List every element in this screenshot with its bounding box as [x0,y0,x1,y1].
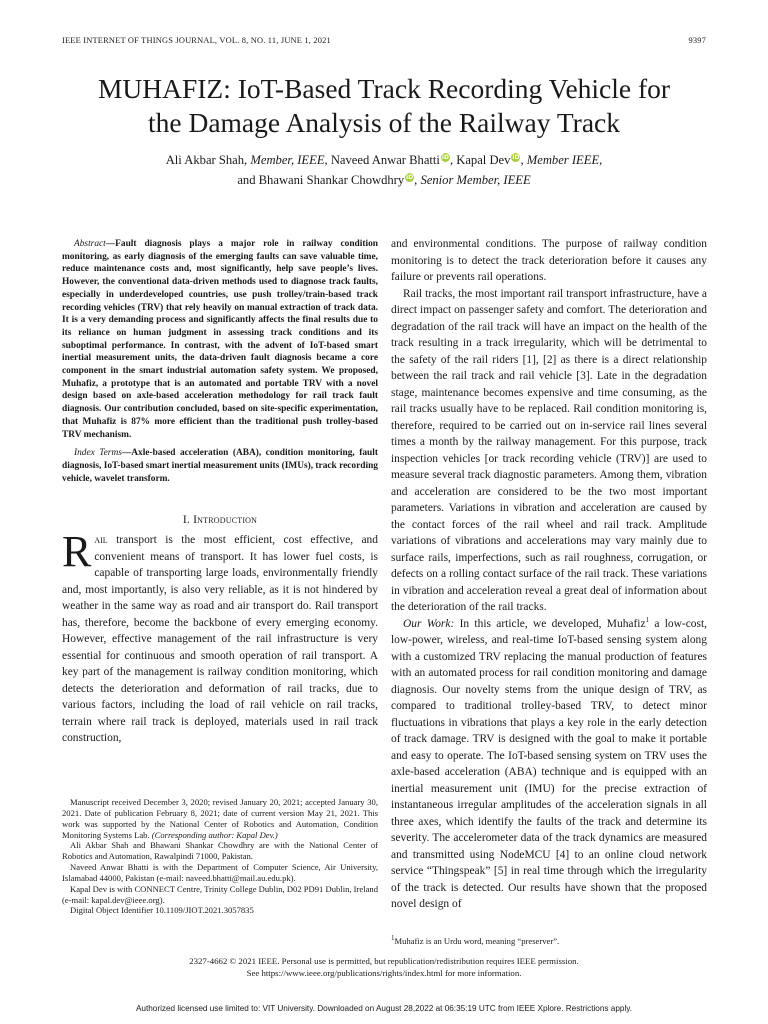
our-work-paragraph [391,616,707,913]
page-number: 9397 [688,36,706,45]
copyright-notice [0,955,768,979]
drop-cap-rest: ail [94,534,108,547]
orcid-icon[interactable]: iD [406,174,414,181]
intro-text: transport is the most efficient, cost effective, and convenient means of transport. It has lower fuel costs, is capable of transporting large loads, environmentally friendly and, most importantly, is also very reliable, as it is not hindered by weather in the same way as road and air transport do. Rail transport has, therefore, become the backbone of every emerging economy. However, effective management of the rail infrastructure is very essential for continuous and smooth operation of rail transport. A key part of the management is railway condition monitoring, which detects the deterioration and deformation of rail tracks, due to various factors, including the load of rail vehicle on rail tracks, terrain where rail track is deployed, materials used in rail track construction, [62,534,378,745]
journal-citation: IEEE INTERNET OF THINGS JOURNAL, VOL. 8, NO. 11, JUNE 1, 2021 [62,36,331,45]
drop-cap: R [62,527,92,577]
abstract-text: Fault diagnosis plays a major role in railway condition monitoring, as early diagnosis of the emerging faults can save valuable time, reduce maintenance costs and, most significantly, help save people’s lives. However, the conventional data-driven methods used to diagnose track faults, especially in underdeveloped countries, use push trolley/train-based track recording vehicles (TRV) that rely heavily on manual extraction of track data. It is a very demanding process and significantly affects the final results due to its reliance on human judgment in assessing track conditions and its suboptimal performance. In contrast, with the advent of IoT-based smart inertial measurement units, the data-driven fault diagnosis became a core component in the smart industrial automation safety system. We proposed, Muhafiz, a prototype that is an automated and portable TRV with a novel design based on axle-based acceleration methodology for rail track fault diagnosis. Our contribution concluded, based on site-specific experimentation, that Muhafiz is 87% more efficient than the traditional push trolley-based TRV mechanism. [62,239,378,440]
author-separator: , [520,153,524,167]
affiliation-note: Ali Akbar Shah and Bhawani Shankar Chowdhry are with the National Center of Robotics and Automation, Rawalpindi 71000, Pakistan. [62,840,378,862]
orcid-icon[interactable]: iD [441,154,449,161]
copyright-line: 2327-4662 © 2021 IEEE. Personal use is permitted, but republication/redistribution requires IEEE permission. [189,956,579,966]
index-terms-text: Axle-based acceleration (ABA), condition monitoring, fault diagnosis, IoT-based smart inertial measurement units (IMUs), track recording vehicle, wavelet transform. [62,448,378,484]
abstract [62,238,378,441]
author-2-name: , Naveed Anwar Bhatti [324,153,440,167]
body-paragraph: Rail tracks, the most important rail transport infrastructure, have a direct impact on passenger safety and comfort. The deterioration and degradation of the rail track will have an impact on the health of the track resulting in a track irregularity, which will be detrimental to the safety of the rail riders [1], [2] as there is a direct relationship between the rail track and rail vehicle [3]. Late in the degradation stage, maintenance becomes expensive and time consuming, as the rail tracks usually have to be replaced. Rail condition monitoring is, therefore, required to be carried out on in-service rail lines several times a month by the railway management. For this purpose, track inspection vehicles [or track recording vehicle (TRV)] are used to measure several track diagnostic parameters. Among them, vibration and acceleration are considered to be the two most important parameters. Variations in vibration and acceleration are caused by the contact forces of the rail wheel and rail track. Amplitude variations of vibrations and accelerations may vary mainly due to surface rails, imperfections, such as rail roughness, corrugation, or defects on a rolling contact surface of the rail track. These variations in vibration and acceleration reveal a great deal of information about the deterioration of the rail tracks. [391,287,707,613]
affiliation-note: Naveed Anwar Bhatti is with the Department of Computer Science, Air University, Islamabad 44000, Pakistan (e-mail: naveed.bhatti@mail.au.edu.pk). [62,862,378,883]
title-line-1: MUHAFIZ: IoT-Based Track Recording Vehicle for [97,73,671,104]
abstract-label: Abstract [74,239,106,249]
author-3-role: Member IEEE [526,153,600,167]
right-column [391,236,707,913]
doi-line: Digital Object Identifier 10.1109/JIOT.2021.3057835 [70,905,254,916]
section-heading: I. Introduction [182,513,258,527]
muhafiz-footnote [391,936,707,947]
abstract-dash: — [105,239,116,249]
permissions-line: See https://www.ieee.org/publications/rights/index.html for more information. [246,968,522,978]
our-work-text: a low-cost, low-power, wireless, and real-time IoT-based sensing system along with a customized TRV replacing the manual production of features with an automated process for rail condition monitoring and damage diagnosis. Our novelty stems from the unique design of TRV, as compared to traditional trolley-based TRV, to detect minor fluctuations in vibrations that plays a key role in the early detection of track damage. TRV is designed with the goal to make it portable and easy to operate. The IoT-based sensing system on TRV uses the axle-based acceleration (ABA) technique and is equipped with an inertial measurement unit (IMU) for the precise extraction of instantaneous irregular amplitudes of the acceleration signals in all three axes, which identify the faults of the track and determine its severity. The accelerometer data of the track dynamics are measured and transmitted using NodeMCU [4] to an online cloud network service “Thingspeak” [5] in real time through which the irregularity of the track is detected. Our results have shown that the proposed novel design of [391,617,708,910]
author-1-role: Member, IEEE [250,153,325,167]
author-list [60,150,708,190]
license-notice: Authorized licensed use limited to: VIT University. Downloaded on August 28,2022 at 06:35:19 UTC from IEEE Xplore. Restrictions apply. [135,1004,633,1013]
footnote-marker[interactable]: 1 [645,615,650,624]
paper-title [40,72,728,140]
left-column [62,238,378,747]
manuscript-note [62,797,378,840]
orcid-icon[interactable]: iD [512,154,520,161]
footnote-text: Muhafiz is an Urdu word, meaning “preserver”. [394,936,560,946]
our-work-text: In this article, we developed, Muhafiz [454,617,646,630]
index-terms [62,447,378,485]
index-terms-dash: — [121,448,132,459]
corresponding-author: (Corresponding author: Kapal Dev.) [151,829,278,840]
running-header [62,36,706,48]
body-paragraph: and environmental conditions. The purpose of railway condition monitoring is to detect the track deterioration before it causes any failure or prevents rail operations. [391,238,707,283]
affiliation-note: Kapal Dev is with CONNECT Centre, Trinity College Dublin, D02 PD91 Dublin, Ireland (e-mail: kapal.dev@ieee.org). [62,883,379,905]
author-separator: , [414,173,418,187]
footnote-number: 1 [391,934,395,943]
title-line-2: the Damage Analysis of the Railway Track [148,107,620,138]
author-3-name: , Kapal Dev [449,153,511,167]
author-1-name: Ali Akbar Shah, [165,153,248,167]
our-work-label: Our Work: [403,617,455,630]
index-terms-label: Index Terms [74,448,122,459]
author-separator: , [599,153,603,167]
intro-paragraph [62,527,378,747]
author-4-name: and Bhawani Shankar Chowdhry [237,173,405,187]
author-4-role: Senior Member, IEEE [420,173,531,187]
manuscript-dates: Manuscript received December 3, 2020; revised January 20, 2021; accepted January 30, 2021. Date of publication February 8, 2021; date of current version May 21, 2021. This work was supported by the National Center of Robotics and Automation, Condition Monitoring Systems Lab. [62,797,378,840]
first-page-footnotes [62,797,378,916]
